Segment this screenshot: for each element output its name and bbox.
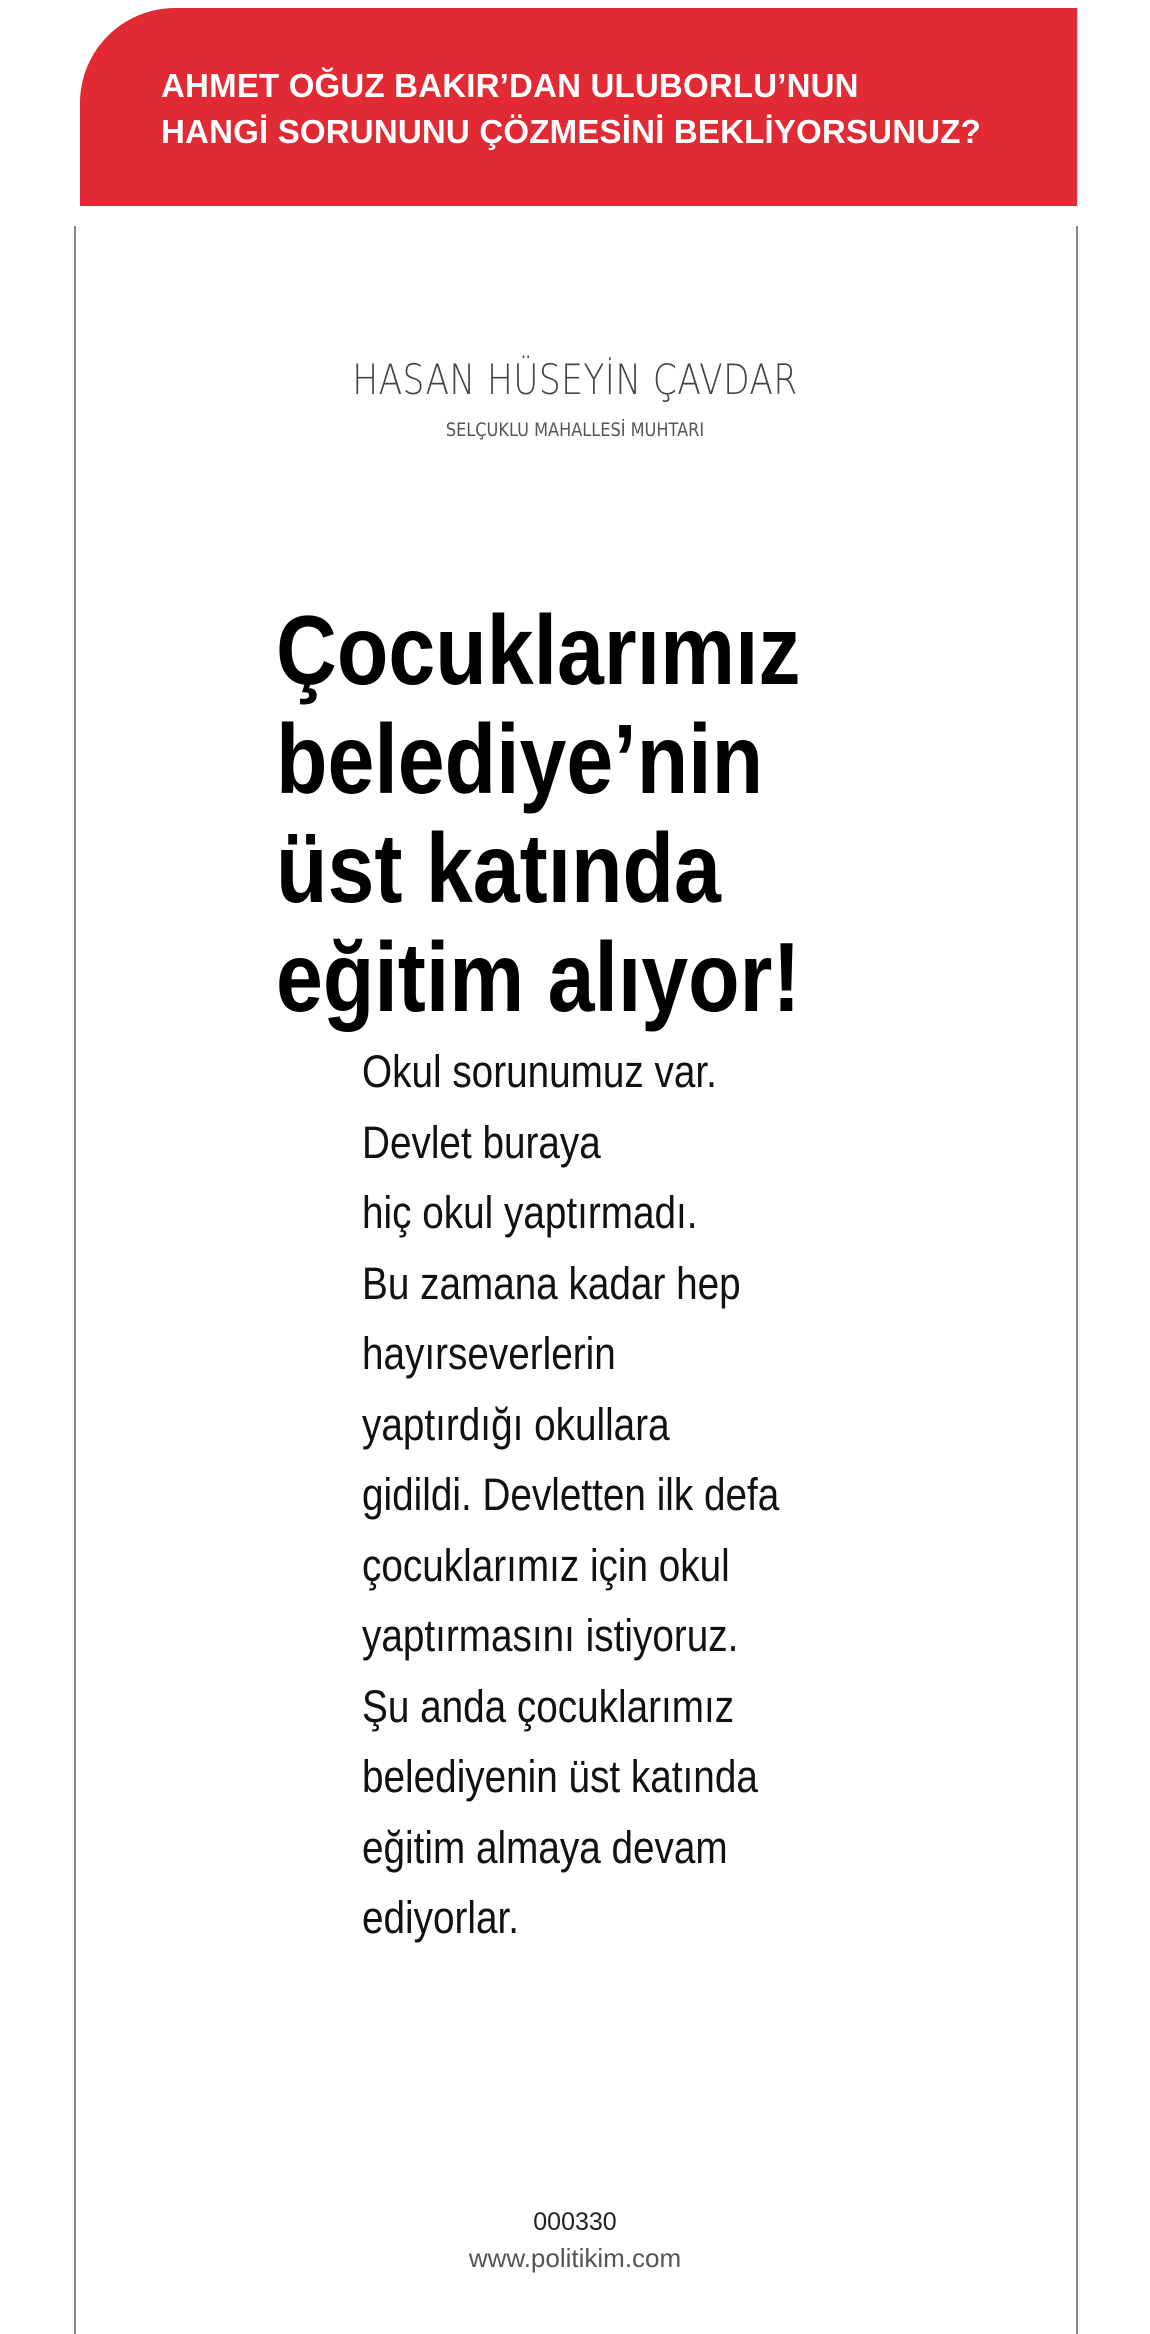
body-line: yaptırdığı okullara (362, 1398, 670, 1450)
banner-line-1: AHMET OĞUZ BAKIR’DAN ULUBORLU’NUN (161, 67, 859, 104)
body-line: Şu anda çocuklarımız (362, 1680, 735, 1732)
body-line: gidildi. Devletten ilk defa (362, 1469, 780, 1520)
body-line: hayırseverlerin (362, 1328, 616, 1379)
left-border-rule (74, 226, 76, 2334)
question-banner (80, 8, 1077, 206)
headline-line: Çocuklarımız (276, 595, 801, 705)
body-line: eğitim almaya devam (362, 1821, 728, 1873)
body-line: ediyorlar. (362, 1892, 520, 1943)
website-link[interactable]: www.politikim.com (468, 2243, 682, 2273)
body-line: Okul sorunumuz var. (362, 1046, 717, 1097)
body-line: hiç okul yaptırmadı. (362, 1187, 698, 1238)
quote-body (362, 1037, 922, 1954)
headline-line: eğitim alıyor! (276, 922, 801, 1032)
banner-line-2: HANGİ SORUNUNU ÇÖZMESİNİ BEKLİYORSUNUZ? (161, 113, 981, 150)
author-name: HASAN HÜSEYİN ÇAVDAR (352, 355, 798, 404)
author-role: SELÇUKLU MAHALLESİ MUHTARI (445, 419, 705, 441)
body-line: belediyenin üst katında (362, 1751, 758, 1802)
page-code: 000330 (533, 2208, 617, 2236)
body-line: yaptırmasını istiyoruz. (362, 1610, 739, 1661)
headline-line: belediye’nin (276, 704, 764, 814)
banner-question (161, 63, 981, 155)
body-line: Devlet buraya (362, 1116, 601, 1168)
body-line: Bu zamana kadar hep (362, 1257, 741, 1309)
right-border-rule (1076, 226, 1078, 2334)
body-line: çocuklarımız için okul (362, 1539, 730, 1591)
headline (276, 596, 996, 1032)
headline-line: üst katında (276, 813, 721, 923)
